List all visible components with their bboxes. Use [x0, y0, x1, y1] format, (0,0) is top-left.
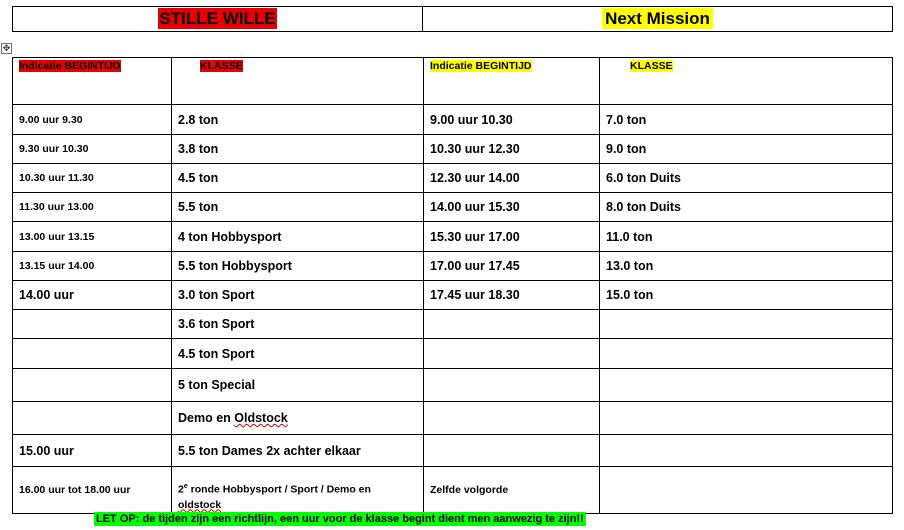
col-header-cell	[424, 58, 600, 105]
left-time-cell: 11.30 uur 13.00	[13, 193, 172, 222]
right-time-cell	[424, 369, 600, 402]
header-table	[12, 6, 893, 32]
right-time-cell: 9.00 uur 10.30	[424, 105, 600, 135]
schedule-table	[12, 57, 893, 514]
right-class-cell: 6.0 ton Duits	[600, 164, 893, 193]
col-header-cell	[13, 58, 172, 105]
left-class-cell: 5.5 ton Hobbysport	[172, 252, 424, 281]
left-time-cell: 15.00 uur	[13, 435, 172, 467]
left-time-cell: 13.00 uur 13.15	[13, 222, 172, 252]
right-time-cell: Zelfde volgorde	[424, 467, 600, 514]
right-class-cell	[600, 369, 893, 402]
right-time-cell: 17.45 uur 18.30	[424, 281, 600, 310]
right-class-cell	[600, 402, 893, 435]
table-row	[13, 135, 893, 164]
left-time-cell	[13, 339, 172, 369]
left-class-cell: 5.5 ton	[172, 193, 424, 222]
right-time-cell: 15.30 uur 17.00	[424, 222, 600, 252]
table-row	[13, 193, 893, 222]
ordinal-number: 2	[178, 483, 184, 496]
table-row	[13, 105, 893, 135]
ordinal-suffix: e	[183, 483, 188, 490]
left-class-cell: 3.8 ton	[172, 135, 424, 164]
right-time-cell: 17.00 uur 17.45	[424, 252, 600, 281]
right-class-cell: 9.0 ton	[600, 135, 893, 164]
left-class-cell: 3.0 ton Sport	[172, 281, 424, 310]
right-time-cell	[424, 435, 600, 467]
table-row	[13, 310, 893, 339]
left-time-cell	[13, 310, 172, 339]
right-time-cell: 10.30 uur 12.30	[424, 135, 600, 164]
col-left-time: Indicatie BEGINTIJD	[19, 60, 121, 72]
left-class-cell: 4.5 ton Sport	[172, 339, 424, 369]
left-time-cell: 10.30 uur 11.30	[13, 164, 172, 193]
table-row	[13, 369, 893, 402]
left-title: STILLE WILLE	[159, 9, 276, 28]
table-row	[13, 281, 893, 310]
right-title: Next Mission	[602, 8, 713, 29]
left-class-cell: 4.5 ton	[172, 164, 424, 193]
table-row	[13, 402, 893, 435]
col-header-cell	[600, 58, 893, 105]
right-time-cell	[424, 310, 600, 339]
class-text: ronde Hobbysport / Sport / Demo en	[187, 483, 371, 496]
column-header-row	[13, 58, 893, 105]
col-header-cell	[172, 58, 424, 105]
right-class-cell: 15.0 ton	[600, 281, 893, 310]
col-right-class: KLASSE	[630, 60, 673, 72]
table-row	[13, 435, 893, 467]
spellcheck-word[interactable]: oldstock	[178, 498, 222, 511]
right-time-cell: 12.30 uur 14.00	[424, 164, 600, 193]
right-time-cell: 14.00 uur 15.30	[424, 193, 600, 222]
left-class-cell	[172, 402, 424, 435]
schedule-body	[13, 58, 893, 514]
right-class-cell	[600, 339, 893, 369]
notice-text: LET OP: de tijden zijn een richtlijn, een uur voor de klasse begint dient men aanwezig te zijn!!	[96, 513, 584, 525]
table-move-icon[interactable]: ✥	[2, 43, 11, 53]
left-class-cell: 3.6 ton Sport	[172, 310, 424, 339]
left-time-cell: 16.00 uur tot 18.00 uur	[13, 467, 172, 514]
left-time-cell: 13.15 uur 14.00	[13, 252, 172, 281]
left-time-cell	[13, 369, 172, 402]
left-class-cell: 5.5 ton Dames 2x achter elkaar	[172, 435, 424, 467]
left-time-cell	[13, 402, 172, 435]
left-time-cell: 14.00 uur	[13, 281, 172, 310]
left-class-cell: 2.8 ton	[172, 105, 424, 135]
table-row	[13, 164, 893, 193]
left-time-cell: 9.30 uur 10.30	[13, 135, 172, 164]
left-class-cell	[172, 467, 424, 514]
right-class-cell: 8.0 ton Duits	[600, 193, 893, 222]
right-class-cell: 11.0 ton	[600, 222, 893, 252]
header-left-cell	[13, 7, 423, 32]
right-time-cell	[424, 402, 600, 435]
header-row	[13, 7, 893, 32]
table-row	[13, 467, 893, 514]
table-row	[13, 339, 893, 369]
left-class-cell: 4 ton Hobbysport	[172, 222, 424, 252]
right-time-cell	[424, 339, 600, 369]
right-class-cell	[600, 310, 893, 339]
header-right-cell	[423, 7, 893, 32]
class-text: Demo en	[178, 411, 235, 425]
right-class-cell: 7.0 ton	[600, 105, 893, 135]
spellcheck-word[interactable]: Oldstock	[234, 411, 288, 425]
left-time-cell: 9.00 uur 9.30	[13, 105, 172, 135]
right-class-cell: 13.0 ton	[600, 252, 893, 281]
left-class-cell: 5 ton Special	[172, 369, 424, 402]
right-class-cell	[600, 467, 893, 514]
table-row	[13, 222, 893, 252]
col-left-class: KLASSE	[200, 60, 243, 72]
right-class-cell	[600, 435, 893, 467]
table-row	[13, 252, 893, 281]
col-right-time: Indicatie BEGINTIJD	[430, 60, 532, 72]
